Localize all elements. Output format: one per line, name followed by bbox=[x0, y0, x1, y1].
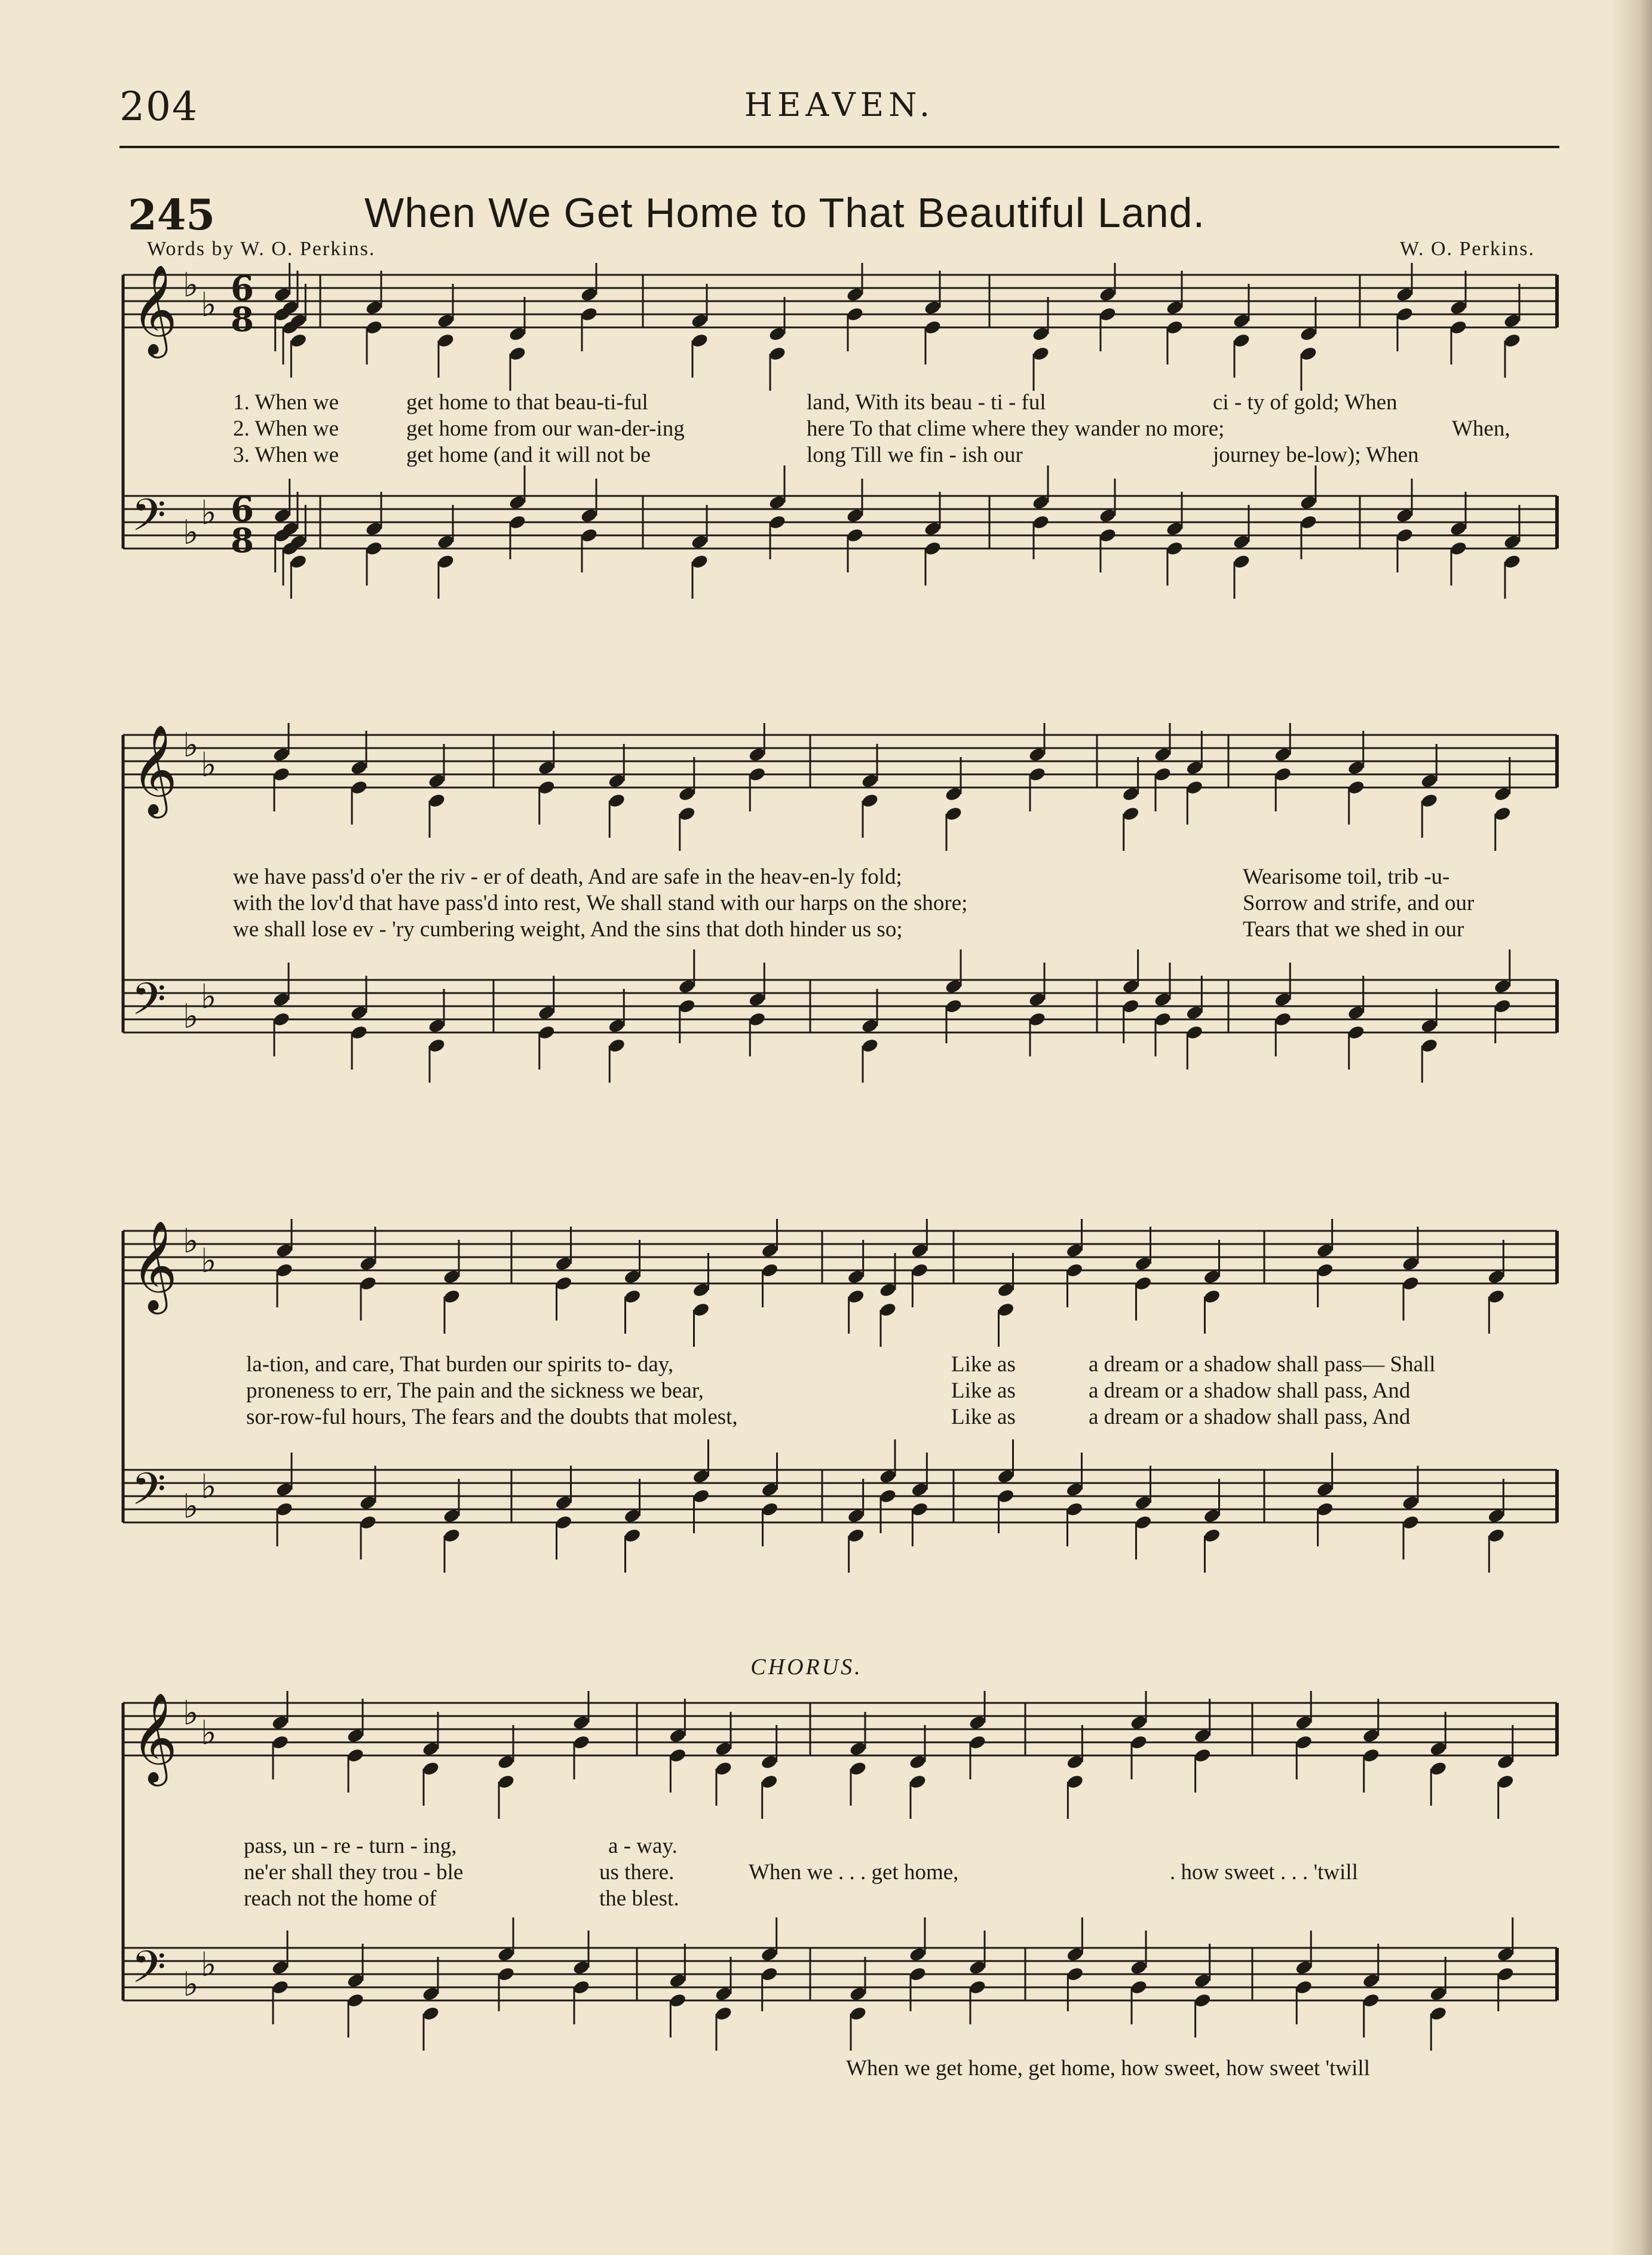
flat-icon: ♭ bbox=[201, 286, 217, 324]
lyric-segment: reach not the home of bbox=[244, 1886, 437, 1911]
lyric-segment: get home (and it will not be bbox=[406, 443, 651, 467]
lyric-segment: long Till we fin - ish our bbox=[807, 443, 1023, 467]
flat-icon: ♭ bbox=[183, 1965, 199, 2004]
lyric-segment: When, bbox=[1452, 416, 1510, 441]
flat-icon: ♭ bbox=[183, 726, 199, 765]
lyric-segment: la-tion, and care, That burden our spirits to- day, bbox=[246, 1352, 674, 1377]
treble-time-signature-icon: 6 bbox=[231, 269, 254, 308]
bass-clef-icon: 𝄢 bbox=[131, 1463, 166, 1526]
bass-time-signature-icon: 6 bbox=[231, 490, 254, 529]
lyric-segment: 2. When we bbox=[233, 416, 339, 441]
lyric-segment: 1. When we bbox=[233, 390, 339, 415]
flat-icon: ♭ bbox=[201, 1242, 217, 1280]
lyric-segment: here To that clime where they wander no more; bbox=[807, 416, 1225, 441]
lyric-segment: sor-row-ful hours, The fears and the doubts that molest, bbox=[246, 1405, 738, 1429]
page-edge-shadow bbox=[1610, 0, 1652, 2255]
bass-clef-icon: 𝄢 bbox=[131, 489, 166, 552]
chorus-label: CHORUS. bbox=[750, 1655, 863, 1680]
flat-icon: ♭ bbox=[183, 513, 199, 552]
bass-echo-lyric: When we get home, get home, how sweet, how sweet 'twill bbox=[846, 2056, 1370, 2081]
lyric-segment: we have pass'd o'er the riv - er of death, And are safe in the heav-en-ly fold; bbox=[233, 865, 902, 889]
lyric-segment: Like as bbox=[951, 1405, 1016, 1429]
lyric-segment: a dream or a shadow shall pass, And bbox=[1089, 1378, 1411, 1403]
lyric-segment: a dream or a shadow shall pass— Shall bbox=[1089, 1352, 1436, 1377]
bass-clef-icon: 𝄢 bbox=[131, 1941, 166, 2004]
bass-clef-icon: 𝄢 bbox=[131, 973, 166, 1036]
lyric-segment: Like as bbox=[951, 1378, 1016, 1403]
lyric-segment: we shall lose ev - 'ry cumbering weight, And the sins that doth hinder us so; bbox=[233, 917, 903, 942]
lyric-segment: get home from our wan-der-ing bbox=[406, 416, 685, 441]
flat-icon: ♭ bbox=[183, 1694, 199, 1733]
lyric-segment: land, With its beau - ti - ful bbox=[807, 390, 1046, 415]
lyric-segment: 3. When we bbox=[233, 443, 339, 467]
lyric-segment: with the lov'd that have pass'd into rest, We shall stand with our harps on the shore; bbox=[233, 891, 968, 915]
bass-time-signature-icon: 8 bbox=[231, 521, 254, 560]
flat-icon: ♭ bbox=[183, 1487, 199, 1526]
lyric-segment: a dream or a shadow shall pass, And bbox=[1089, 1405, 1411, 1429]
lyric-segment: ci - ty of gold; When bbox=[1213, 390, 1397, 415]
flat-icon: ♭ bbox=[201, 1467, 217, 1506]
running-head bbox=[119, 84, 1559, 143]
lyric-segment: the blest. bbox=[599, 1886, 679, 1911]
lyric-segment: . how sweet . . . 'twill bbox=[1170, 1860, 1358, 1885]
hymn-title: When We Get Home to That Beautiful Land. bbox=[364, 189, 1206, 236]
flat-icon: ♭ bbox=[201, 1714, 217, 1752]
treble-clef-icon: 𝄞 bbox=[131, 1220, 177, 1310]
lyric-segment: us there. bbox=[599, 1860, 675, 1885]
flat-icon: ♭ bbox=[183, 1222, 199, 1261]
treble-time-signature-icon: 8 bbox=[231, 300, 254, 339]
page-number: 204 bbox=[119, 84, 198, 130]
lyric-segment: pass, un - re - turn - ing, bbox=[244, 1834, 457, 1858]
lyric-segment: get home to that beau-ti-ful bbox=[406, 390, 648, 415]
section-title: HEAVEN. bbox=[744, 86, 935, 124]
flat-icon: ♭ bbox=[201, 978, 217, 1016]
lyric-segment: Sorrow and strife, and our bbox=[1243, 891, 1475, 915]
flat-icon: ♭ bbox=[201, 494, 217, 532]
lyric-segment: a - way. bbox=[608, 1834, 678, 1858]
lyric-segment: journey be-low); When bbox=[1213, 443, 1419, 467]
flat-icon: ♭ bbox=[183, 997, 199, 1036]
flat-icon: ♭ bbox=[201, 1945, 217, 1984]
header-rule bbox=[119, 146, 1559, 148]
lyric-segment: Like as bbox=[951, 1352, 1016, 1377]
music-credit: W. O. Perkins. bbox=[1399, 238, 1535, 260]
words-credit: Words by W. O. Perkins. bbox=[147, 238, 376, 260]
lyric-segment: ne'er shall they trou - ble bbox=[244, 1860, 464, 1885]
hymn-number: 245 bbox=[128, 190, 216, 240]
lyric-segment: proneness to err, The pain and the sickness we bear, bbox=[246, 1378, 704, 1403]
flat-icon: ♭ bbox=[201, 746, 217, 785]
lyric-segment: Tears that we shed in our bbox=[1243, 917, 1464, 942]
treble-clef-icon: 𝄞 bbox=[131, 1692, 177, 1782]
treble-clef-icon: 𝄞 bbox=[131, 724, 177, 814]
flat-icon: ♭ bbox=[183, 266, 199, 305]
treble-clef-icon: 𝄞 bbox=[131, 264, 177, 354]
lyric-segment: Wearisome toil, trib -u- bbox=[1243, 865, 1450, 889]
lyric-segment: When we . . . get home, bbox=[749, 1860, 959, 1885]
